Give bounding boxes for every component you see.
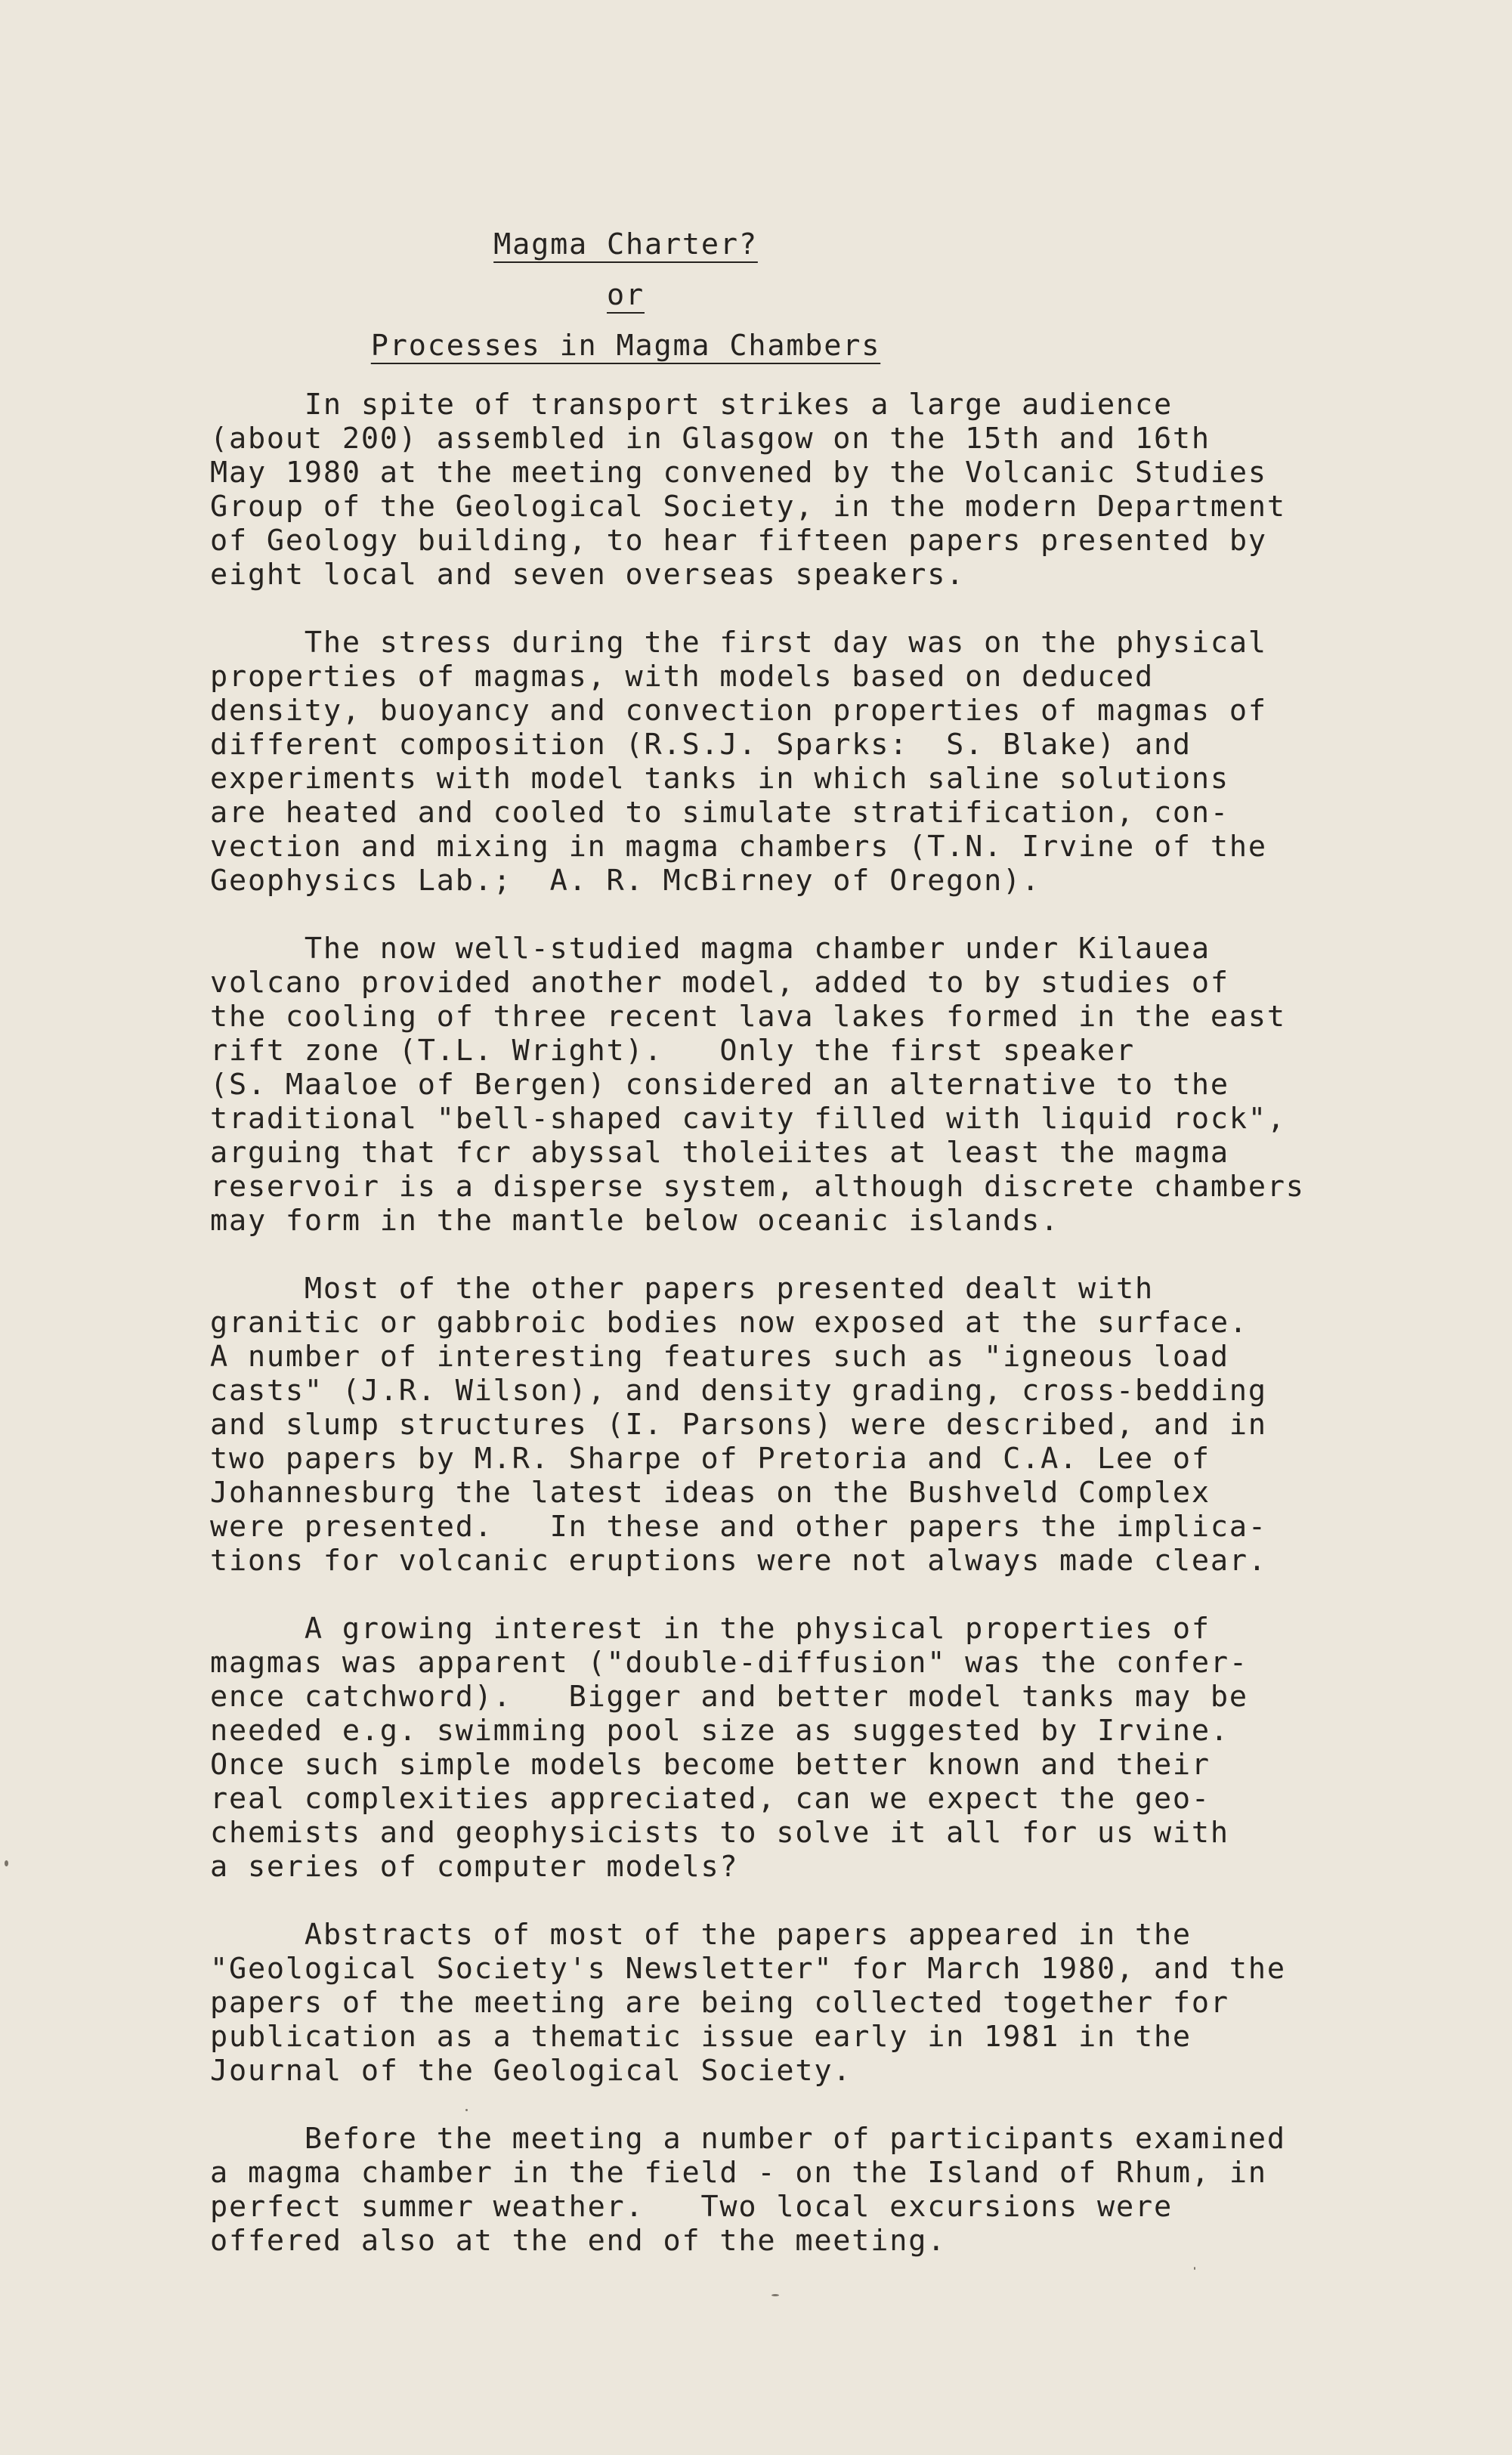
paragraph-1: In spite of transport strikes a large audience (about 200) assembled in Glasgow on the 15th and 16th May 1980 at the meeting convened by the Volcanic Studies Group of the Geological Society, in the modern Department of Geology building, to hear fifteen papers presented by eight local and seven overseas speakers. xyxy=(210,388,1286,592)
paragraph-6: Abstracts of most of the papers appeared in the "Geological Society's Newsletter" for March 1980, and the papers of the meeting are being collected together for publication as a thematic issue early in 1981 in the Journal of the Geological Society. xyxy=(210,1918,1286,2088)
paper-speck xyxy=(465,2109,468,2111)
paragraph-2: The stress during the first day was on the physical properties of magmas, with models based on deduced density, buoyancy and convection properties of magmas of different composition (R.S.J. Sparks: S. Blake) and experiments with model tanks in which saline solutions are heated and cooled to simulate stratification, con- vection and mixing in magma chambers (T.N. Irvine of the Geophysics Lab.; A. R. McBirney of Oregon). xyxy=(210,626,1267,898)
title-block xyxy=(316,219,935,371)
paper-speck xyxy=(1194,2267,1195,2270)
paragraph-5: A growing interest in the physical properties of magmas was apparent ("double-diffusion" was the confer- ence catchword). Bigger and better model tanks may be needed e.g. swimming pool size as suggested by Irvine. Once such simple models become better known and their real complexities appreciated, can we expect the geo- chemists and geophysicists to solve it all for us with a series of computer models? xyxy=(210,1612,1248,1884)
paragraph-7: Before the meeting a number of participants examined a magma chamber in the field - on the Island of Rhum, in perfect summer weather. Two local excursions were offered also at the end of the meeting. xyxy=(210,2122,1286,2258)
paper-speck xyxy=(5,1860,8,1866)
paragraph-4: Most of the other papers presented dealt with granitic or gabbroic bodies now exposed at the surface. A number of interesting features such as "igneous load casts" (J.R. Wilson), and density grading, cross-bedding and slump structures (I. Parsons) were described, and in two papers by M.R. Sharpe of Pretoria and C.A. Lee of Johannesburg the latest ideas on the Bushveld Complex were presented. In these and other papers the implica- tions for volcanic eruptions were not always made clear. xyxy=(210,1272,1267,1578)
paragraph-3: The now well-studied magma chamber under Kilauea volcano provided another model, added to by studies of the cooling of three recent lava lakes formed in the east rift zone (T.L. Wright). Only the first speaker (S. Maaloe of Bergen) considered an alternative to the traditional "bell-shaped cavity filled with liquid rock", arguing that fcr abyssal tholeiites at least the magma reservoir is a disperse system, although discrete chambers may form in the mantle below oceanic islands. xyxy=(210,932,1305,1238)
title-subtitle: Processes in Magma Chambers xyxy=(370,329,881,363)
document-body xyxy=(210,219,1389,2258)
title-or: or xyxy=(607,278,645,312)
title-main: Magma Charter? xyxy=(493,227,758,261)
paper-speck xyxy=(771,2294,779,2296)
